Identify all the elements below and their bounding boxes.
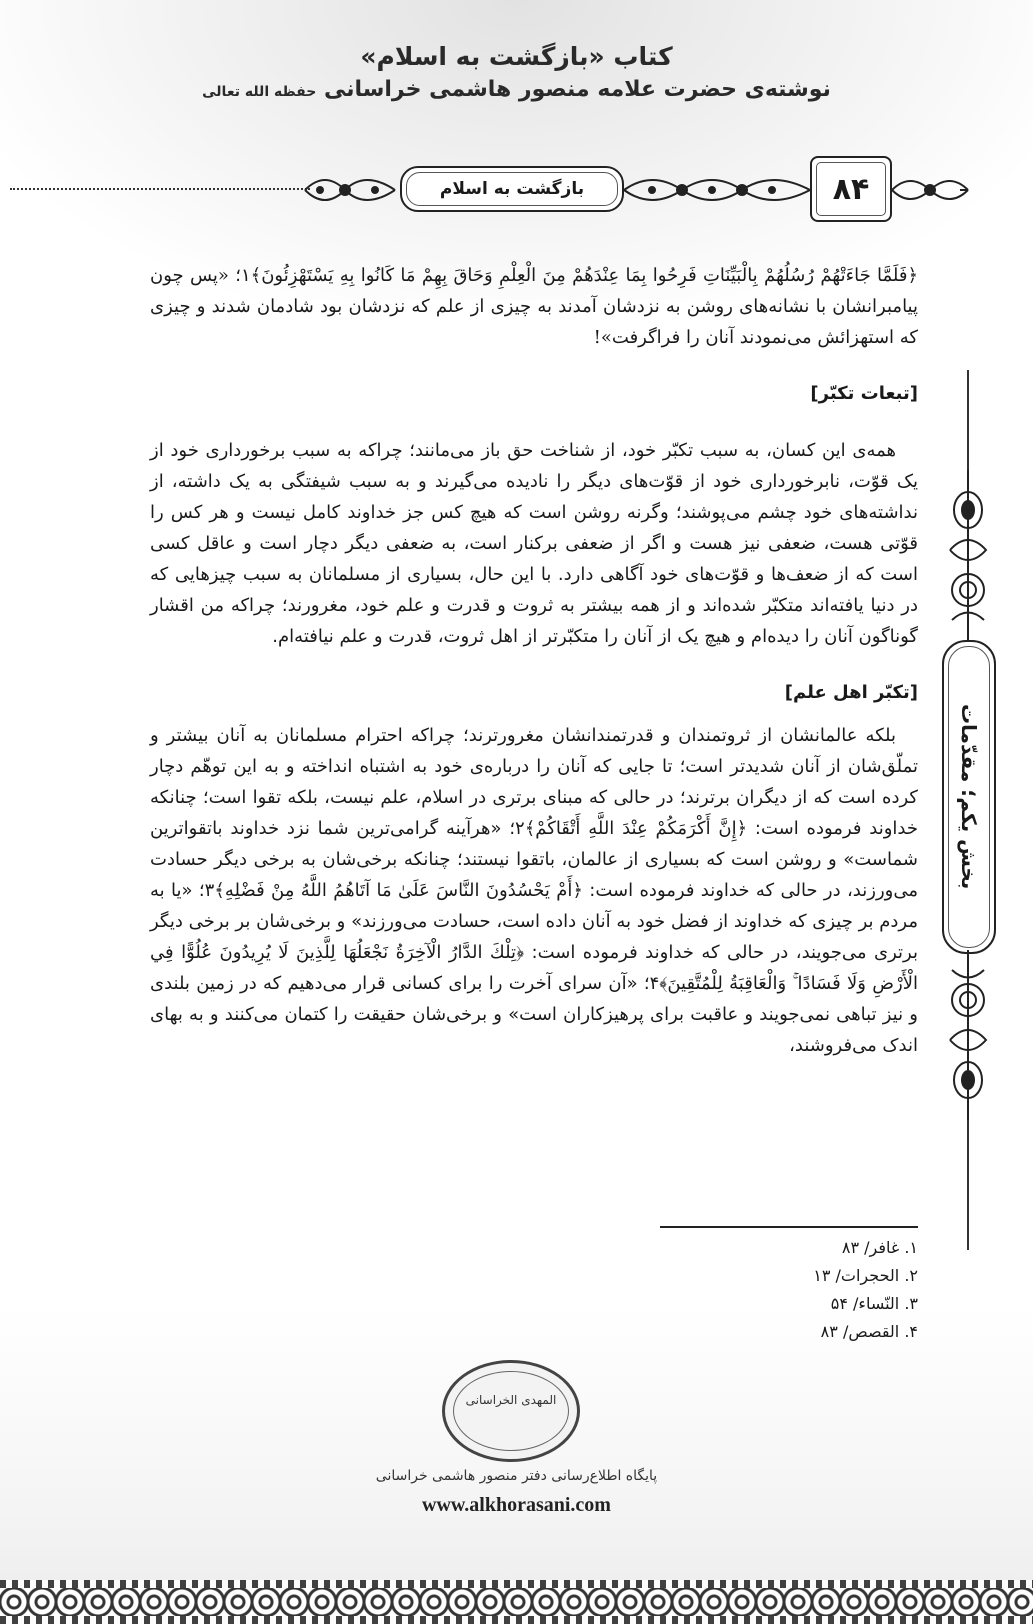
chapter-label-box <box>400 166 624 212</box>
honorific: حفظه الله تعالی <box>202 84 317 100</box>
section-label-box <box>942 640 996 954</box>
spacer <box>150 421 918 435</box>
footnote-item: ۱. غافر/ ۸۳ <box>841 1238 918 1257</box>
decorative-bottom-pattern <box>0 1588 1033 1616</box>
author-line: نوشته‌ی حضرت علامه منصور هاشمی خراسانی <box>323 77 831 102</box>
section-heading-consequences: [تبعات تکبّر] <box>810 383 918 404</box>
side-flower-top-icon <box>944 470 992 640</box>
spacer <box>150 353 918 367</box>
side-line-bottom <box>967 1120 969 1250</box>
side-line-top <box>967 370 969 470</box>
seal-text: المهدی الخراسانی <box>465 1393 557 1407</box>
book-title: کتاب «بازگشت به اسلام» <box>360 42 673 71</box>
section-label: بخش یکم؛ مقدّمات <box>957 704 981 890</box>
page-body <box>150 260 918 1061</box>
footer-background <box>0 1304 1033 1624</box>
middle-ornament-icon <box>622 170 812 210</box>
book-subtitle <box>0 74 1033 108</box>
page-number-box <box>810 156 892 222</box>
seal-logo <box>442 1360 580 1462</box>
footnotes <box>700 1234 918 1346</box>
footnote-separator <box>660 1226 918 1228</box>
section-heading-scholars-arrogance: [تکبّر اهل علم] <box>784 682 918 703</box>
footnote-item: ۲. الحجرات/ ۱۳ <box>813 1266 918 1285</box>
chapter-label: بازگشت به اسلام <box>439 179 585 199</box>
footnote-item: ۳. النّساء/ ۵۴ <box>830 1294 918 1313</box>
running-head <box>0 148 1033 228</box>
page-number: ۸۴ <box>832 171 870 207</box>
right-ornament-icon <box>890 170 970 210</box>
spacer <box>150 652 918 666</box>
paragraph-scholars-arrogance: بلکه عالمانشان از ثروتمندان و قدرتمندانشان مغرورترند؛ چراکه احترام مسلمانان به آنان بیشتر و تملّق‌شان از آنان شدیدتر است؛ تا جایی که آنان را درباره‌ی خود به اشتباه انداخته و به این توهّم دچار کرده است که از دیگران برترند؛ در حالی که مبنای برتری در اسلام، علم نیست، بلکه تقوا است؛ چنانکه خداوند فرموده است: ﴿إِنَّ أَكْرَمَكُمْ عِنْدَ اللَّهِ أَتْقَاكُمْ﴾۲؛ «هرآینه گرامی‌ترین شما نزد خداوند باتقواترین شماست» و روشن است که بسیاری از عالمان، باتقوا نیستند؛ چنانکه برخی‌شان به برخی دیگر حسادت می‌ورزند، در حالی که خداوند فرموده است: ﴿أَمْ يَحْسُدُونَ النَّاسَ عَلَىٰ مَا آتَاهُمُ اللَّهُ مِنْ فَضْلِهِ﴾۳؛ «یا به مردم بر چیزی که خداوند از فضل خود به آنان داده است، حسادت می‌ورزند» و برخی‌شان بر برخی دیگر برتری می‌جویند، در حالی که خداوند فرموده است: ﴿تِلْكَ الدَّارُ الْآخِرَةُ نَجْعَلُهَا لِلَّذِينَ لَا يُرِيدُونَ عُلُوًّا فِي الْأَرْضِ وَلَا فَسَادًا ۚ وَالْعَاقِبَةُ لِلْمُتَّقِينَ﴾۴؛ «آن سرای آخرت را برای کسانی قرار می‌دهیم که در زمین بلندی و نیز تباهی نمی‌جویند و عاقبت برای پرهیزکاران است» و برخی‌شان حقیقت را کتمان می‌کنند و به بهای اندک می‌فروشند، <box>150 725 918 1056</box>
section-side-tab <box>940 370 996 1250</box>
paragraph-quran-verse: ﴿فَلَمَّا جَاءَتْهُمْ رُسُلُهُمْ بِالْبَيِّنَاتِ فَرِحُوا بِمَا عِنْدَهُمْ مِنَ الْعِلْمِ وَحَاقَ بِهِمْ مَا كَانُوا بِهِ يَسْتَهْزِئُونَ﴾۱؛ «پس چون پیامبرانشان با نشانه‌های روشن به نزدشان آمدند به چیزی از علم که نزدشان بود شادمان شدند و چیزی که استهزائش می‌نمودند آنان را فراگرفت»! <box>150 265 919 348</box>
page-header <box>0 40 1033 108</box>
footnote-item: ۴. القصص/ ۸۳ <box>820 1322 918 1341</box>
dotted-rule <box>10 188 310 190</box>
portal-caption: پایگاه اطلاع‌رسانی دفتر منصور هاشمی خراسانی <box>375 1468 658 1484</box>
website-link[interactable]: www.alkhorasani.com <box>422 1494 611 1516</box>
paragraph-arrogance-consequences: همه‌ی این کسان، به سبب تکبّر خود، از شناخت حق باز می‌مانند؛ چراکه به سبب برخورداری خود از یک قوّت، نابرخورداری خود از قوّت‌های دیگر را نادیده می‌گیرند و به سبب شیفتگی به یک داشته، از نداشته‌های خود چشم می‌پوشند؛ وگرنه روشن است که هیچ کس جز خداوند کامل نیست و هر کس را قوّتی هست، ضعفی نیز هست و اگر از ضعفی برکنار است، به ضعفی دیگر دچار است و عاقل کسی است که از ضعف‌ها و قوّت‌های خود آگاهی دارد. با این حال، بسیاری از مسلمانان به سبب چیزهایی که در دنیا یافته‌اند متکبّر شده‌اند و از همه بیشتر به ثروت و قدرت و علم خود، مغرورند؛ چراکه من اقشار گوناگون آنان را دیده‌ام و هیچ یک از آنان را متکبّرتر از اهل ثروت، قدرت و علم نیافته‌ام. <box>150 440 918 647</box>
side-flower-bottom-icon <box>944 950 992 1120</box>
left-ornament-icon <box>300 170 400 210</box>
